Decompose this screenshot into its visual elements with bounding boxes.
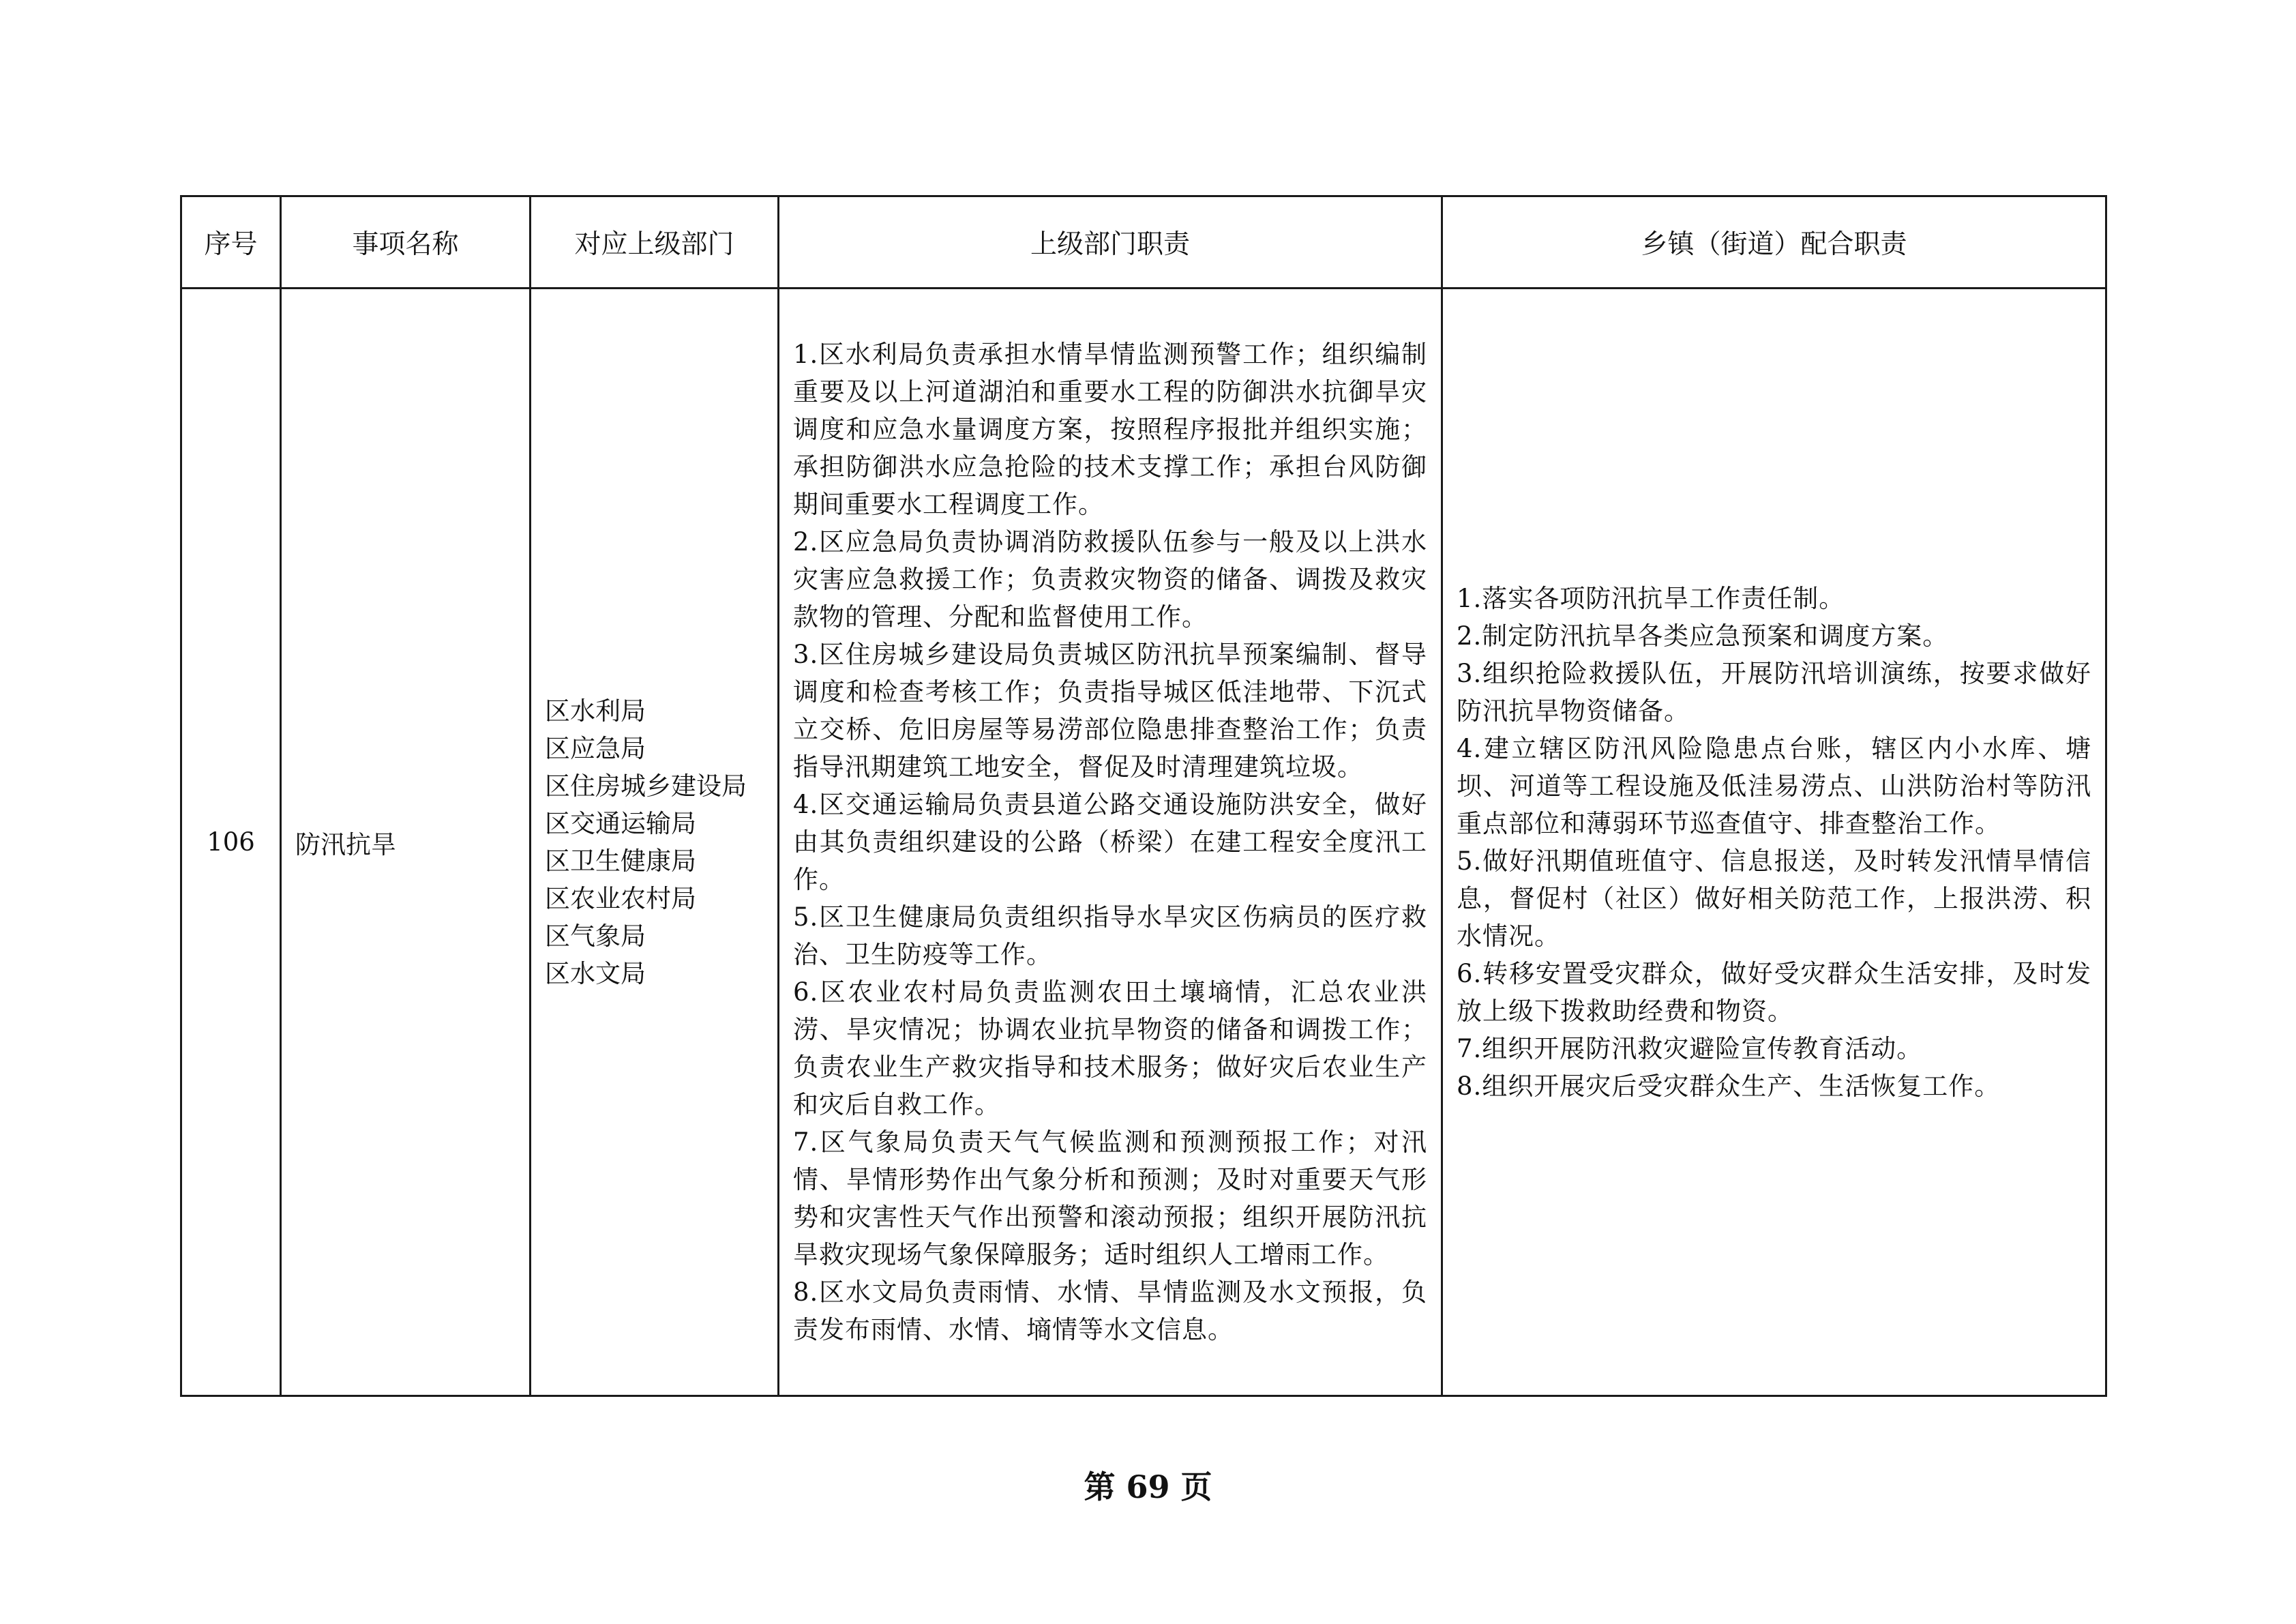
duties-table [180,195,2107,1397]
town-duty-item: 1.落实各项防汛抗旱工作责任制。 [1457,583,1845,613]
upper-duty-item: 8.区水文局负责雨情、水情、旱情监测及水文预报，负责发布雨情、水情、墒情等水文信息。 [793,1278,1427,1344]
page-number: 第 69 页 [1084,1468,1212,1505]
upper-duty-item: 1.区水利局负责承担水情旱情监测预警工作；组织编制重要及以上河道湖泊和重要水工程的防御洪水抗御旱灾调度和应急水量调度方案，按照程序报批并组织实施；承担防御洪水应急抢险的技术支撑工作；承担台风防御期间重要水工程调度工作。 [793,340,1427,519]
header-town-duties: 乡镇（街道）配合职责 [1442,196,2106,289]
header-seq: 序号 [181,196,281,289]
upper-duty-item: 4.区交通运输局负责县道公路交通设施防洪安全，做好由其负责组织建设的公路（桥梁）在建工程安全度汛工作。 [793,790,1427,894]
department-item: 区农业农村局 [545,883,696,913]
town-duty-item: 5.做好汛期值班值守、信息报送，及时转发汛情旱情信息，督促村（社区）做好相关防范工作，上报洪涝、积水情况。 [1457,846,2091,951]
table-row [181,289,2106,1396]
header-department: 对应上级部门 [531,196,779,289]
cell-item-name: 防汛抗旱 [281,289,531,1396]
department-list [545,692,749,992]
department-item: 区交通运输局 [545,808,696,838]
department-item: 区水利局 [545,696,646,726]
town-duty-item: 7.组织开展防汛救灾避险宣传教育活动。 [1457,1033,1923,1063]
town-duty-item: 4.建立辖区防汛风险隐患点台账，辖区内小水库、塘坝、河道等工程设施及低洼易涝点、山洪防治村等防汛重点部位和薄弱环节巡查值守、排查整治工作。 [1457,733,2091,838]
cell-departments [531,289,779,1396]
cell-seq: 106 [181,289,281,1396]
upper-duty-item: 7.区气象局负责天气气候监测和预测预报工作；对汛情、旱情形势作出气象分析和预测；及时对重要天气形势和灾害性天气作出预警和滚动预报；组织开展防汛抗旱救灾现场气象保障服务；适时组织人工增雨工作。 [793,1127,1427,1269]
upper-duty-item: 6.区农业农村局负责监测农田土壤墒情，汇总农业洪涝、旱灾情况；协调农业抗旱物资的储备和调拨工作；负责农业生产救灾指导和技术服务；做好灾后农业生产和灾后自救工作。 [793,977,1427,1119]
town-duty-item: 3.组织抢险救援队伍，开展防汛培训演练，按要求做好防汛抗旱物资储备。 [1457,658,2091,726]
upper-duty-item: 2.区应急局负责协调消防救援队伍参与一般及以上洪水灾害应急救援工作；负责救灾物资的储备、调拨及救灾款物的管理、分配和监督使用工作。 [793,527,1427,632]
town-duty-item: 2.制定防汛抗旱各类应急预案和调度方案。 [1457,621,1949,651]
upper-duty-item: 3.区住房城乡建设局负责城区防汛抗旱预案编制、督导调度和检查考核工作；负责指导城区低洼地带、下沉式立交桥、危旧房屋等易涝部位隐患排查整治工作；负责指导汛期建筑工地安全，督促及时清理建筑垃圾。 [793,640,1427,782]
town-duty-item: 6.转移安置受灾群众，做好受灾群众生活安排，及时发放上级下拨救助经费和物资。 [1457,958,2091,1026]
department-item: 区水文局 [545,958,646,988]
cell-upper-duties [779,289,1442,1396]
table-header-row [181,196,2106,289]
department-item: 区卫生健康局 [545,846,696,876]
header-item-name: 事项名称 [281,196,531,289]
header-upper-duties: 上级部门职责 [779,196,1442,289]
cell-town-duties [1442,289,2106,1396]
upper-duty-item: 5.区卫生健康局负责组织指导水旱灾区伤病员的医疗救治、卫生防疫等工作。 [793,902,1427,969]
town-duty-item: 8.组织开展灾后受灾群众生产、生活恢复工作。 [1457,1071,2001,1101]
department-item: 区应急局 [545,733,646,763]
department-item: 区气象局 [545,921,646,951]
department-item: 区住房城乡建设局 [545,771,747,801]
